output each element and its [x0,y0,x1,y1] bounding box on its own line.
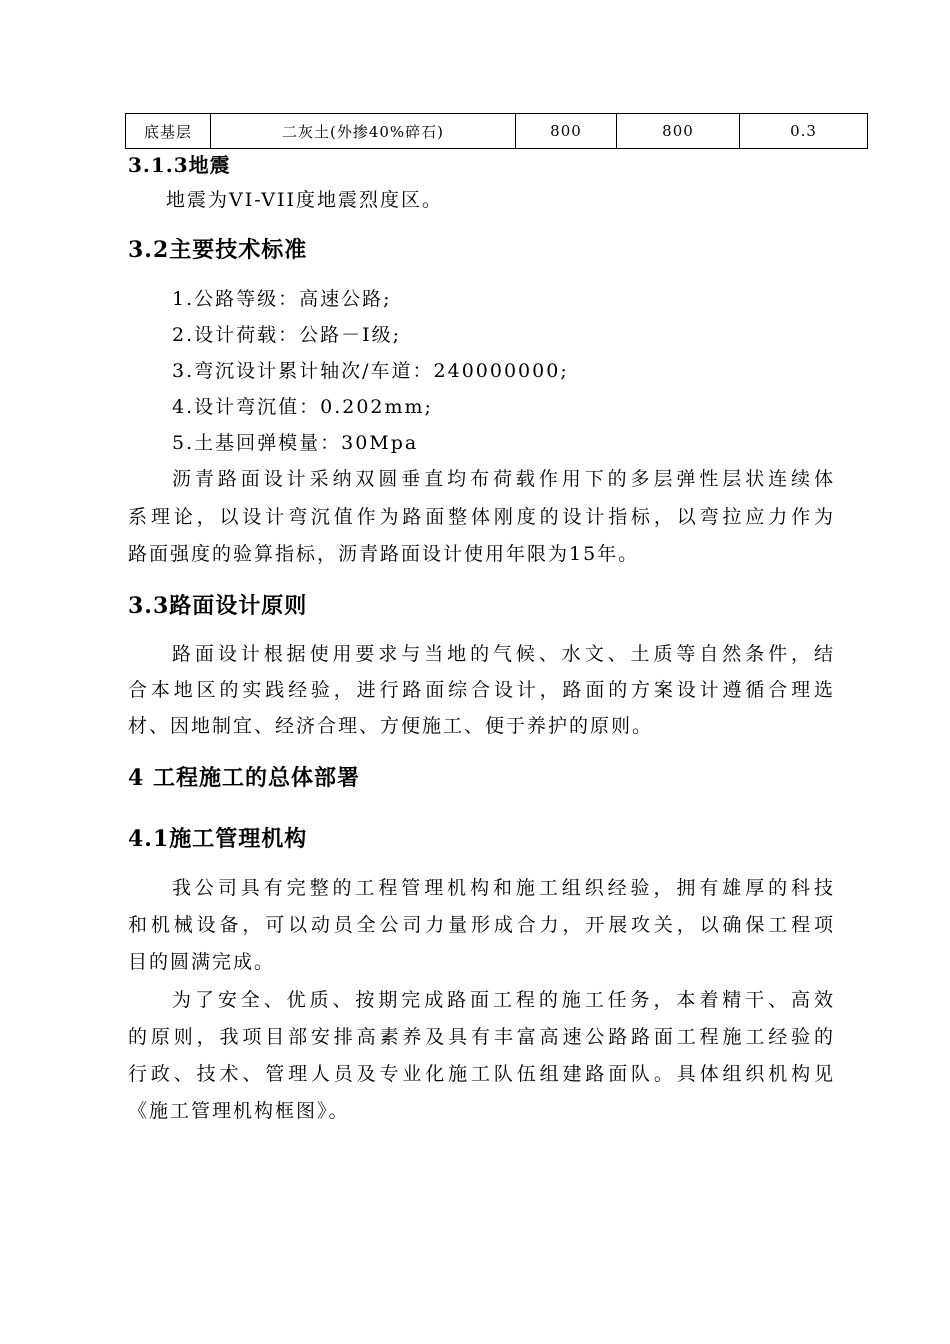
layer-name-cell: 底基层 [126,114,211,149]
design-para-line-1: 沥青路面设计采纳双圆垂直均布荷载作用下的多层弹性层状连续体 [172,468,835,490]
org-para2-line-4: 《施工管理机构框图》。 [128,1100,350,1122]
material-cell: 二灰土(外掺40%碎石) [211,114,516,149]
org-para2-line-2: 的原则，我项目部安排高素养及具有丰富高速公路路面工程施工经验的 [128,1026,835,1048]
org-para2-line-3: 行政、技术、管理人员及专业化施工队伍组建路面队。具体组织机构见 [128,1063,835,1085]
standard-item-2: 2.设计荷载：公路－I级; [172,324,402,346]
org-para1-line-2: 和机械设备，可以动员全公司力量形成合力，开展攻关，以确保工程项 [128,914,835,936]
org-para1-line-3: 目的圆满完成。 [128,951,276,973]
heading-3-3: 3.3路面设计原则 [128,593,308,619]
value-cell-2: 800 [617,114,740,149]
earthquake-text: 地震为VI-VII度地震烈度区。 [166,189,443,211]
principle-para-line-3: 材、因地制宜、经济合理、方便施工、便于养护的原则。 [128,715,654,737]
pavement-layer-table [125,113,868,149]
standard-item-3: 3.弯沉设计累计轴次/车道：240000000; [172,360,569,382]
heading-4: 4 工程施工的总体部署 [128,765,360,791]
org-para1-line-1: 我公司具有完整的工程管理机构和施工组织经验，拥有雄厚的科技 [172,877,835,899]
heading-3-1-3: 3.1.3地震 [128,153,231,177]
value-cell-1: 800 [516,114,617,149]
standard-item-1: 1.公路等级：高速公路; [172,288,392,310]
heading-4-1: 4.1施工管理机构 [128,826,308,852]
design-para-line-3: 路面强度的验算指标，沥青路面设计使用年限为15年。 [128,543,640,565]
org-para2-line-1: 为了安全、优质、按期完成路面工程的施工任务，本着精干、高效 [172,989,835,1011]
principle-para-line-2: 合本地区的实践经验，进行路面综合设计，路面的方案设计遵循合理选 [128,679,835,701]
standard-item-4: 4.设计弯沉值：0.202mm; [172,396,433,418]
heading-3-2: 3.2主要技术标准 [128,237,308,263]
standard-item-5: 5.土基回弹模量：30Mpa [172,432,419,454]
principle-para-line-1: 路面设计根据使用要求与当地的气候、水文、土质等自然条件，结 [172,643,835,665]
table-row [126,114,868,149]
value-cell-3: 0.3 [740,114,868,149]
design-para-line-2: 系理论，以设计弯沉值作为路面整体刚度的设计指标，以弯拉应力作为 [128,506,835,528]
